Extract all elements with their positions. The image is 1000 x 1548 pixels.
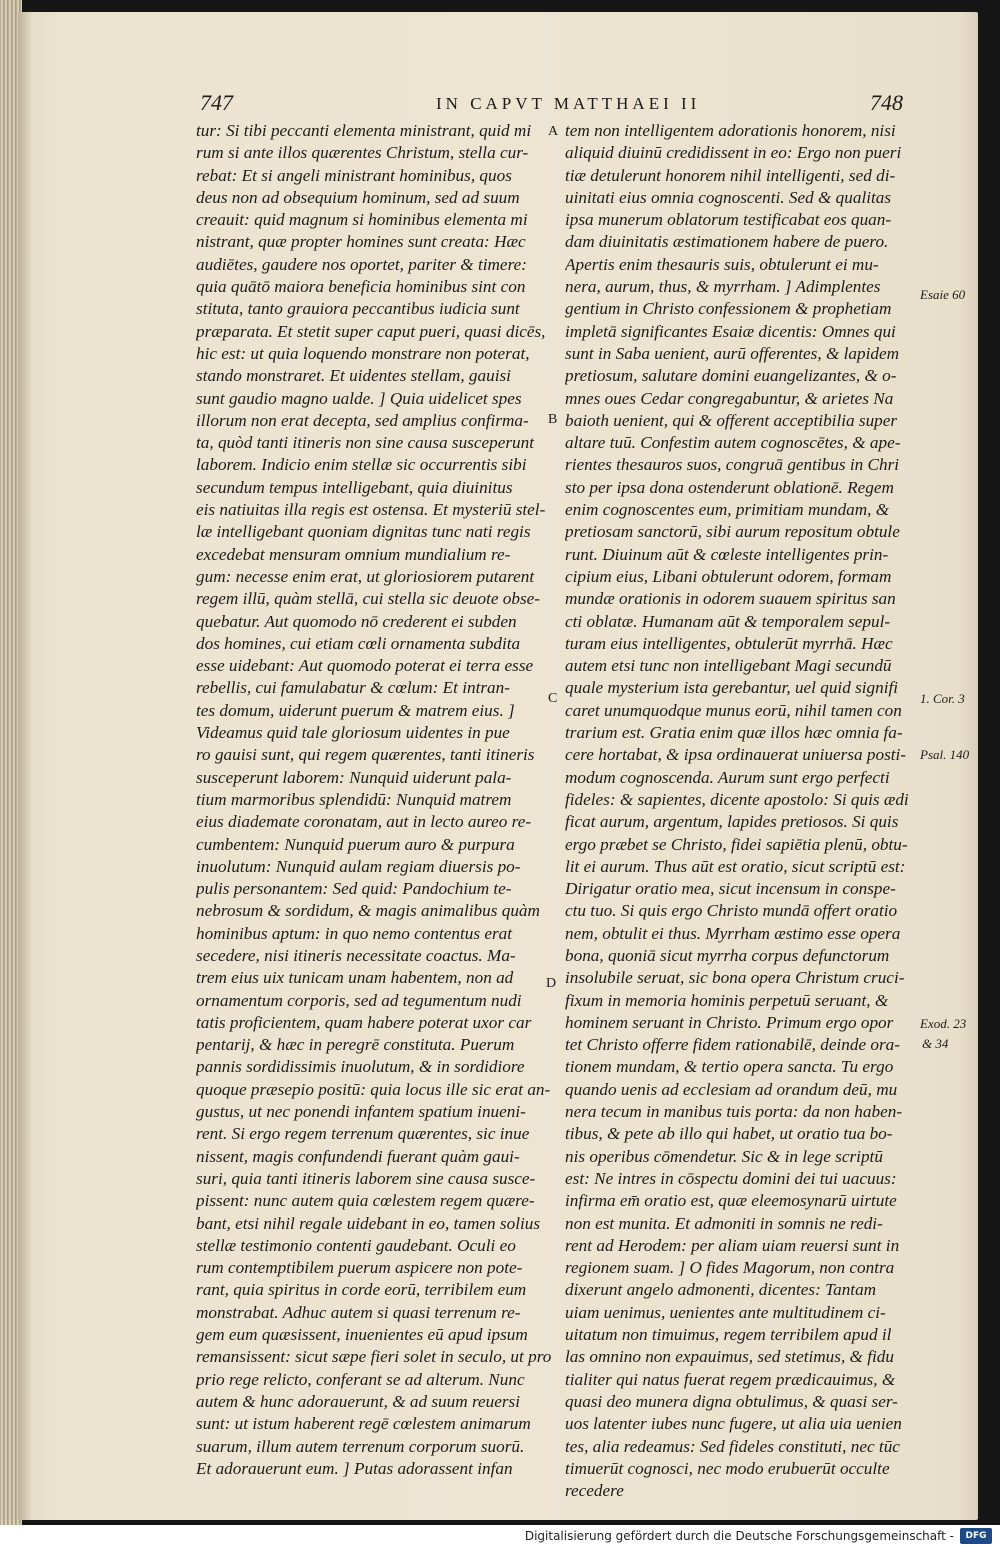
- left-column-line: rum contemptibilem puerum aspicere non pote-: [196, 1258, 523, 1278]
- left-column-line: hic est: ut quia loquendo monstrare non poterat,: [196, 343, 530, 363]
- right-column-line: baioth uenient, qui & offerent acceptibilia super: [565, 410, 898, 430]
- left-column-line: tes domum, uiderunt puerum & matrem eius. ]: [196, 700, 515, 720]
- right-column-line: caret unumquodque munus eorū, nihil tamen con: [565, 700, 902, 720]
- left-column-line: rum si ante illos quærentes Christum, stella cur-: [196, 143, 529, 163]
- right-column-line: enim cognoscentes eum, primitiam mundam, &: [565, 500, 890, 520]
- right-column-line: non est munita. Et admoniti in somnis ne redi-: [565, 1213, 883, 1233]
- right-column-line: modum cognoscenda. Aurum sunt ergo perfecti: [565, 767, 890, 787]
- section-mark-a: A: [548, 124, 559, 139]
- marginal-note-exodus-2: & 34: [922, 1036, 949, 1051]
- left-column-line: rant, quia spiritus in corde eorū, terribilem eum: [196, 1280, 527, 1300]
- left-column-line: gustus, ut nec ponendi infantem spatium inueni-: [196, 1102, 526, 1122]
- right-column-line: mundæ orationis in odorem suauem spiritus san: [565, 589, 896, 609]
- right-text-column: [565, 120, 930, 1502]
- right-column-line: las omnino non expauimus, sed stetimus, & fidu: [565, 1347, 894, 1367]
- right-column-line: recedere: [565, 1481, 624, 1501]
- right-column-line: insolubile seruat, sic bona opera Christum cruci-: [565, 968, 905, 988]
- left-column-line: eis natiuitas illa regis est ostensa. Et mysteriū stel-: [196, 500, 546, 520]
- left-column-line: excedebat mensuram omnium mundialium re-: [196, 544, 511, 564]
- right-column-line: regionem suam. ] O fides Magorum, non contra: [565, 1258, 895, 1278]
- left-column-line: remansissent: sicut sæpe fieri solet in seculo, ut pro: [196, 1347, 552, 1367]
- right-column-line: tem non intelligentem adorationis honorem, nisi: [565, 121, 896, 140]
- left-column-line: læ intelligebant quoniam dignitas tunc nati regis: [196, 522, 531, 542]
- left-column-line: audiētes, gaudere nos oportet, pariter & timere:: [196, 254, 527, 274]
- right-column-line: pretiosam sanctorū, sibi aurum repositum obtule: [565, 522, 900, 542]
- marginal-note-esaie: Esaie 60: [920, 287, 966, 302]
- right-column-line: tiæ detulerunt honorem nihil intelligenti, sed di-: [565, 165, 896, 185]
- right-column-line: nis operibus cōmendetur. Sic & in lege scriptū: [565, 1146, 883, 1166]
- right-column-line: timuerūt cognosci, nec modo erubuerūt occulte: [565, 1458, 890, 1478]
- book-page: [18, 12, 978, 1520]
- right-column-line: cipium eius, Libani obtulerunt odorem, formam: [565, 566, 892, 586]
- left-column-line: stando monstraret. Et uidentes stellam, gauisi: [196, 366, 511, 386]
- right-column-line: fideles: & sapientes, dicente apostolo: Si quis ædi: [565, 789, 909, 809]
- left-column-line: bant, etsi nihil regale uidebant in eo, tamen solius: [196, 1213, 541, 1233]
- right-column-line: tibus, & pete ab illo qui habet, ut oratio tua bo-: [565, 1124, 893, 1144]
- right-column-line: uitatum non timuimus, regem terribilem apud il: [565, 1325, 892, 1345]
- right-column-line: ficat aurum, argentum, lapides pretiosos. Si quis: [565, 812, 899, 832]
- left-column-line: sunt gaudio magno ualde. ] Quia uidelicet spes: [196, 388, 522, 408]
- left-column-line: monstrabat. Adhuc autem si quasi terrenum re-: [196, 1302, 521, 1322]
- right-column-line: dam diuinitatis æstimationem habere de puero.: [565, 232, 889, 252]
- right-column-line: aliquid diuinū credidissent in eo: Ergo non pueri: [565, 143, 902, 163]
- right-column-line: rent ad Herodem: per aliam uiam reuersi sunt in: [565, 1235, 900, 1255]
- right-column-line: lit ei aurum. Thus aūt est oratio, sicut scriptū est:: [565, 856, 906, 876]
- left-column-line: tur: Si tibi peccanti elementa ministrant, quid mi: [196, 121, 532, 140]
- right-column-line: quasi deo munera digna obtulimus, & quasi ser-: [565, 1391, 898, 1411]
- right-column-line: infirma em̄ oratio est, quæ eleemosynarū uirtute: [565, 1191, 897, 1211]
- left-column-line: eius diademate coronatam, aut in lecto aureo re-: [196, 812, 532, 832]
- right-column-line: runt. Diuinum aūt & cœleste intelligentes prin-: [565, 544, 889, 564]
- right-column-line: impletā significantes Esaiæ dicentis: Omnes qui: [565, 321, 896, 341]
- left-column-line: stituta, tanto grauiora peccantibus iudicia sunt: [196, 299, 520, 319]
- left-column-line: ta, quòd tanti itineris non sine causa susceperunt: [196, 433, 535, 453]
- left-column-line: nistrant, quæ propter homines sunt creata: Hæc: [196, 232, 526, 252]
- right-column-line: tes, alia redeamus: Sed fideles constituti, nec tūc: [565, 1436, 900, 1456]
- right-column-line: rientes thesauros suos, congruā gentibus in Chri: [565, 455, 900, 475]
- right-column-line: ergo præbet se Christo, fidei sapiētia plenū, obtu-: [565, 834, 908, 854]
- right-column-line: pretiosum, salutare domini euangelizantes, & o-: [565, 366, 897, 386]
- left-column-line: tium marmoribus splendidū: Nunquid matrem: [196, 789, 512, 809]
- footer-bar: [0, 1525, 1000, 1548]
- right-column-line: Apertis enim thesauris suis, obtulerunt ei mu-: [565, 254, 879, 274]
- right-column-line: mnes oues Cedar congregabuntur, & arietes Na: [565, 388, 894, 408]
- left-column-line: rent. Si ergo regem terrenum quærentes, sic inue: [196, 1124, 530, 1144]
- right-column-line: uiam uenimus, uenientes ante multitudinem ci-: [565, 1302, 886, 1322]
- right-column-line: est: Ne intres in cōspectu domini dei tui uacuus:: [565, 1168, 897, 1188]
- left-column-line: hominibus aptum: in quo nemo contentus erat: [196, 923, 513, 943]
- left-column-line: sunt: ut istum haberent regē cœlestem animarum: [196, 1414, 531, 1434]
- right-column-line: quale mysterium ista gerebantur, uel quid signifi: [565, 678, 899, 698]
- left-column-line: pissent: nunc autem quia cœlestem regem quære-: [196, 1191, 535, 1211]
- left-column-line: quia quātō maiora beneficia hominibus sint con: [196, 277, 526, 297]
- left-column-line: pannis sordidissimis inuolutum, & in sordidiore: [196, 1057, 525, 1077]
- right-column-line: Dirigatur oratio mea, sicut incensum in conspe-: [565, 879, 896, 899]
- dfg-logo: DFG: [960, 1528, 992, 1544]
- left-column-line: trem eius uix tunicam unam habentem, non ad: [196, 968, 514, 988]
- right-column-line: ipsa munerum oblatorum testificabat eos quan-: [565, 210, 892, 230]
- right-column-line: nera tecum in manibus tuis porta: da non haben-: [565, 1102, 903, 1122]
- left-column-line: prio rege relicto, conferant se ad alterum. Nunc: [196, 1369, 525, 1389]
- left-column-line: illorum non erat decepta, sed amplius confirma-: [196, 410, 529, 430]
- right-column-line: ctu tuo. Si quis ergo Christo mundā offert oratio: [565, 901, 898, 921]
- page-header: [18, 90, 978, 118]
- left-column-line: ro gauisi sunt, qui regem quærentes, tanti itineris: [196, 745, 535, 765]
- left-column-line: suarum, illum autem terrenum corporum suorū.: [196, 1436, 525, 1456]
- left-page-number: 747: [200, 90, 233, 115]
- right-column-line: altare tuū. Confestim autem cognoscētes, & ape-: [565, 433, 901, 453]
- left-column-line: pentarij, & hæc in peregrē constituta. Puerum: [196, 1035, 515, 1055]
- right-column-line: cti oblatæ. Humanam aūt & temporalem sepul-: [565, 611, 891, 631]
- left-column-line: præparata. Et stetit super caput pueri, quasi dicēs,: [196, 321, 546, 341]
- left-column-line: tatis proficientem, quam habere poterat uxor car: [196, 1012, 532, 1032]
- right-column-line: trarium est. Gratia enim quæ illos hæc omnia fa-: [565, 723, 903, 743]
- left-column-line: dos homines, cui etiam cœli ornamenta subdita: [196, 633, 521, 653]
- right-column-line: autem etsi tunc non intelligebant Magi secundū: [565, 656, 892, 676]
- funding-notice: Digitalisierung gefördert durch die Deutsche Forschungsgemeinschaft -: [524, 1529, 954, 1543]
- left-column-line: gem eum quæsissent, inuenientes eū apud ipsum: [196, 1325, 528, 1345]
- right-column-line: bona, quoniā sicut myrrha corpus defunctorum: [565, 945, 890, 965]
- left-column-line: secedere, nisi itineris necessitate coactus. Ma-: [196, 945, 516, 965]
- right-column-line: gentium in Christo confessionem & prophetiam: [565, 299, 892, 319]
- left-column-line: rebat: Et si angeli ministrant hominibus, quos: [196, 165, 512, 185]
- right-column-line: sunt in Saba uenient, aurū offerentes, & lapidem: [565, 343, 900, 363]
- right-column-line: tialiter qui natus fuerat regem prædicauimus, &: [565, 1369, 896, 1389]
- left-column-line: stellæ testimonio contenti gaudebant. Oculi eo: [196, 1235, 516, 1255]
- right-column-line: turam eius intelligentes, obtulerūt myrrhā. Hæc: [565, 633, 893, 653]
- right-column-line: uinitati eius omnia cognoscenti. Sed & qualitas: [565, 187, 892, 207]
- running-title: IN CAPVT MATTHAEI II: [436, 94, 701, 113]
- left-column-line: quebatur. Aut quomodo nō crederent ei subden: [196, 611, 517, 631]
- left-column-line: inuolutum: Nunquid aulam regiam diuersis po-: [196, 856, 521, 876]
- left-column-line: nissent, magis confundendi fuerant quàm gaui-: [196, 1146, 520, 1166]
- left-column-line: esse uidebant: Aut quomodo poterat ei terra esse: [196, 656, 534, 676]
- section-mark-d: D: [546, 976, 557, 991]
- left-column-line: deus non ad obsequium hominum, sed ad suum: [196, 187, 520, 207]
- left-column-line: Videamus quid tale gloriosum uidentes in pue: [196, 723, 510, 743]
- left-column-line: cumbentem: Nunquid puerum auro & purpura: [196, 834, 515, 854]
- left-column-line: pulis personantem: Sed quid: Pandochium te-: [196, 879, 512, 899]
- right-column-line: cere hortabat, & ipsa ordinauerat uniuersa posti-: [565, 745, 907, 765]
- left-column-line: suri, quia tanti itineris laborem sine causa susce-: [196, 1168, 536, 1188]
- left-text-column: [196, 120, 559, 1480]
- marginal-note-psalm: Psal. 140: [920, 747, 970, 762]
- right-column-line: uos latenter iubes nunc fugere, ut alia uia uenien: [565, 1414, 902, 1434]
- left-column-line: rebellis, cui famulabatur & cœlum: Et intran-: [196, 678, 510, 698]
- right-column-line: nem, obtulit ei thus. Myrrham æstimo esse opera: [565, 923, 901, 943]
- right-column-line: hominem seruant in Christo. Primum ergo opor: [565, 1012, 894, 1032]
- left-column-line: gum: necesse enim erat, ut gloriosiorem putarent: [196, 566, 535, 586]
- marginal-note-corinthians: 1. Cor. 3: [920, 691, 965, 706]
- left-column-line: secundum tempus intelligebant, quia diuinitus: [196, 477, 513, 497]
- section-mark-c: C: [548, 691, 558, 706]
- left-column-line: Et adorauerunt eum. ] Putas adorassent infan: [196, 1458, 513, 1478]
- gutter-shadow: [18, 12, 32, 1520]
- right-column-line: sto per ipsa dona ostenderunt oblationē. Regem: [565, 477, 894, 497]
- right-column-line: dixerunt angelo admonenti, dicentes: Tantam: [565, 1280, 877, 1300]
- right-column-line: tet Christo offerre fidem rationabilē, deinde ora-: [565, 1035, 900, 1055]
- left-column-line: regem illū, quàm stellā, cui stella sic deuote obse-: [196, 589, 541, 609]
- section-mark-b: B: [548, 412, 558, 427]
- left-column-line: susceperunt laborem: Nunquid uiderunt pala-: [196, 767, 512, 787]
- right-column-line: nera, aurum, thus, & myrrham. ] Adimplentes: [565, 277, 881, 297]
- left-column-line: creauit: quid magnum si hominibus elementa mi: [196, 210, 528, 230]
- right-column-line: tionem mundam, & tertio opera sancta. Tu ergo: [565, 1057, 894, 1077]
- left-column-line: ornamentum corporis, sed ad tegumentum nudi: [196, 990, 522, 1010]
- left-column-line: autem & hunc adorauerunt, & ad suum reuersi: [196, 1391, 520, 1411]
- right-column-line: quando uenis ad ecclesiam ad orandum deū, mu: [565, 1079, 898, 1099]
- right-page-number: 748: [870, 90, 903, 115]
- left-column-line: quoque præsepio positū: quia locus ille sic erat an-: [196, 1079, 551, 1099]
- marginal-note-exodus: Exod. 23: [920, 1016, 967, 1031]
- right-column-line: fixum in memoria hominis perpetuū seruant, &: [565, 990, 889, 1010]
- left-column-line: nebrosum & sordidum, & magis animalibus quàm: [196, 901, 540, 921]
- left-column-line: laborem. Indicio enim stellæ sic occurrentis sibi: [196, 455, 527, 475]
